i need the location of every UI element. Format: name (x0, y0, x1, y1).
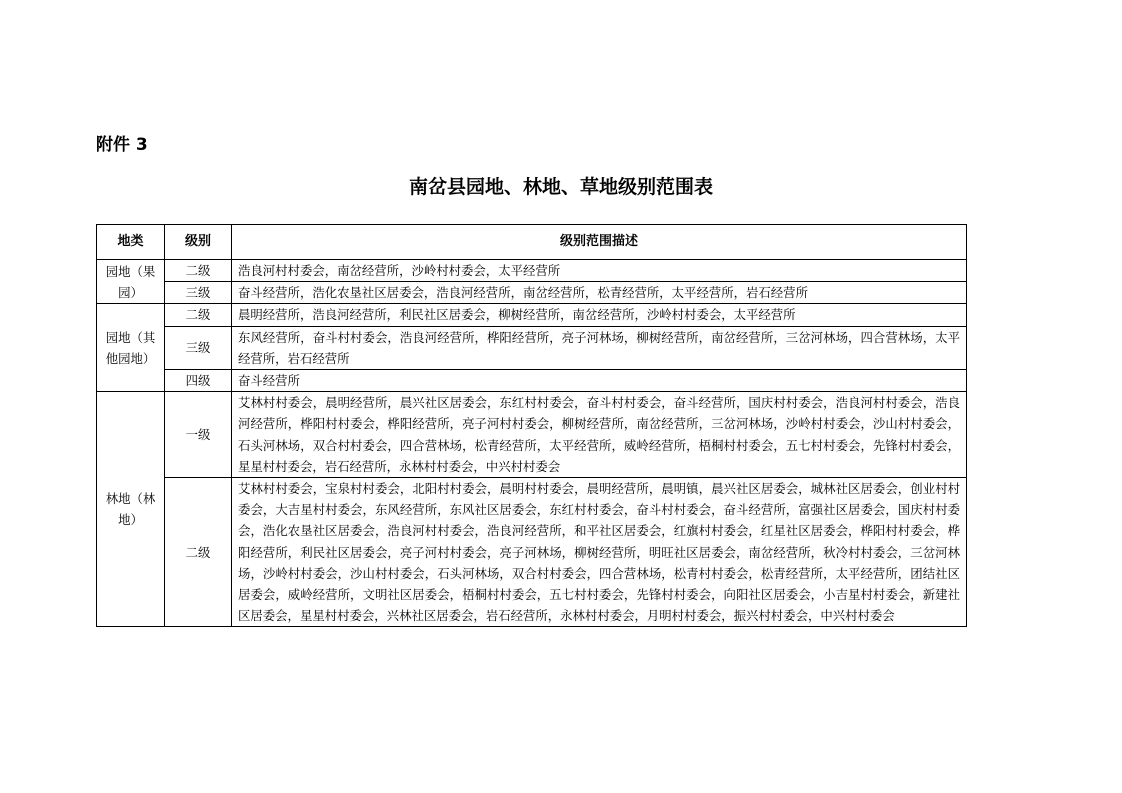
table-row (97, 392, 967, 478)
table-row (97, 370, 967, 392)
header-land-type: 地类 (97, 225, 165, 260)
level-cell: 四级 (165, 370, 232, 392)
description-cell: 艾林村村委会，晨明经营所，晨兴社区居委会，东红村村委会，奋斗村村委会，奋斗经营所，国庆村村委会，浩良河村村委会，浩良河经营所，桦阳村村委会，桦阳经营所，亮子河村村委会，柳树经营所，南岔经营所，三岔河林场，沙岭村村委会，沙山村村委会，石头河林场，双合村村委会，四合营林场，松青经营所，太平经营所，威岭经营所，梧桐村村委会，五七村村委会，先锋村村委会，星星村村委会，岩石经营所，永林村村委会，中兴村村委会 (232, 392, 967, 478)
table-row (97, 260, 967, 282)
level-cell: 三级 (165, 326, 232, 369)
document-title: 南岔县园地、林地、草地级别范围表 (408, 176, 713, 198)
level-cell: 二级 (165, 304, 232, 326)
land-type-cell: 园地（其他园地） (97, 304, 165, 392)
description-cell: 东风经营所，奋斗村村委会，浩良河经营所，桦阳经营所，亮子河林场，柳树经营所，南岔经营所，三岔河林场，四合营林场，太平经营所，岩石经营所 (232, 326, 967, 369)
level-cell: 二级 (165, 478, 232, 627)
land-type-cell: 林地（林地） (97, 392, 165, 627)
level-cell: 二级 (165, 260, 232, 282)
table-row (97, 478, 967, 627)
land-type-cell: 园地（果园） (97, 260, 165, 304)
description-cell: 奋斗经营所，浩化农垦社区居委会，浩良河经营所，南岔经营所，松青经营所，太平经营所，岩石经营所 (232, 282, 967, 304)
header-level: 级别 (165, 225, 232, 260)
table-row (97, 304, 967, 326)
description-cell: 奋斗经营所 (232, 370, 967, 392)
table-row (97, 326, 967, 369)
grade-range-table (96, 224, 967, 627)
attachment-label: 附件 3 (96, 135, 148, 155)
level-cell: 一级 (165, 392, 232, 478)
table-row (97, 282, 967, 304)
table-header-row (97, 225, 967, 260)
description-cell: 艾林村村委会，宝泉村村委会，北阳村村委会，晨明村村委会，晨明经营所，晨明镇，晨兴社区居委会，城林社区居委会，创业村村委会，大吉星村村委会，东风经营所，东风社区居委会，东红村村委会，奋斗村村委会，奋斗经营所，富强社区居委会，国庆村村委会，浩化农垦社区居委会，浩良河村村委会，浩良河经营所，和平社区居委会，红旗村村委会，红星社区居委会，桦阳村村委会，桦阳经营所，利民社区居委会，亮子河村村委会，亮子河林场，柳树经营所，明旺社区居委会，南岔经营所，秋冷村村委会，三岔河林场，沙岭村村委会，沙山村村委会，石头河林场，双合村村委会，四合营林场，松青村村委会，松青经营所，太平经营所，团结社区居委会，威岭经营所，文明社区居委会，梧桐村村委会，五七村村委会，先锋村村委会，向阳社区居委会，小吉星村村委会，新建社区居委会，星星村村委会，兴林社区居委会，岩石经营所，永林村村委会，月明村村委会，振兴村村委会，中兴村村委会 (232, 478, 967, 627)
header-description: 级别范围描述 (232, 225, 967, 260)
level-cell: 三级 (165, 282, 232, 304)
description-cell: 晨明经营所，浩良河经营所，利民社区居委会，柳树经营所，南岔经营所，沙岭村村委会，太平经营所 (232, 304, 967, 326)
description-cell: 浩良河村村委会，南岔经营所，沙岭村村委会，太平经营所 (232, 260, 967, 282)
